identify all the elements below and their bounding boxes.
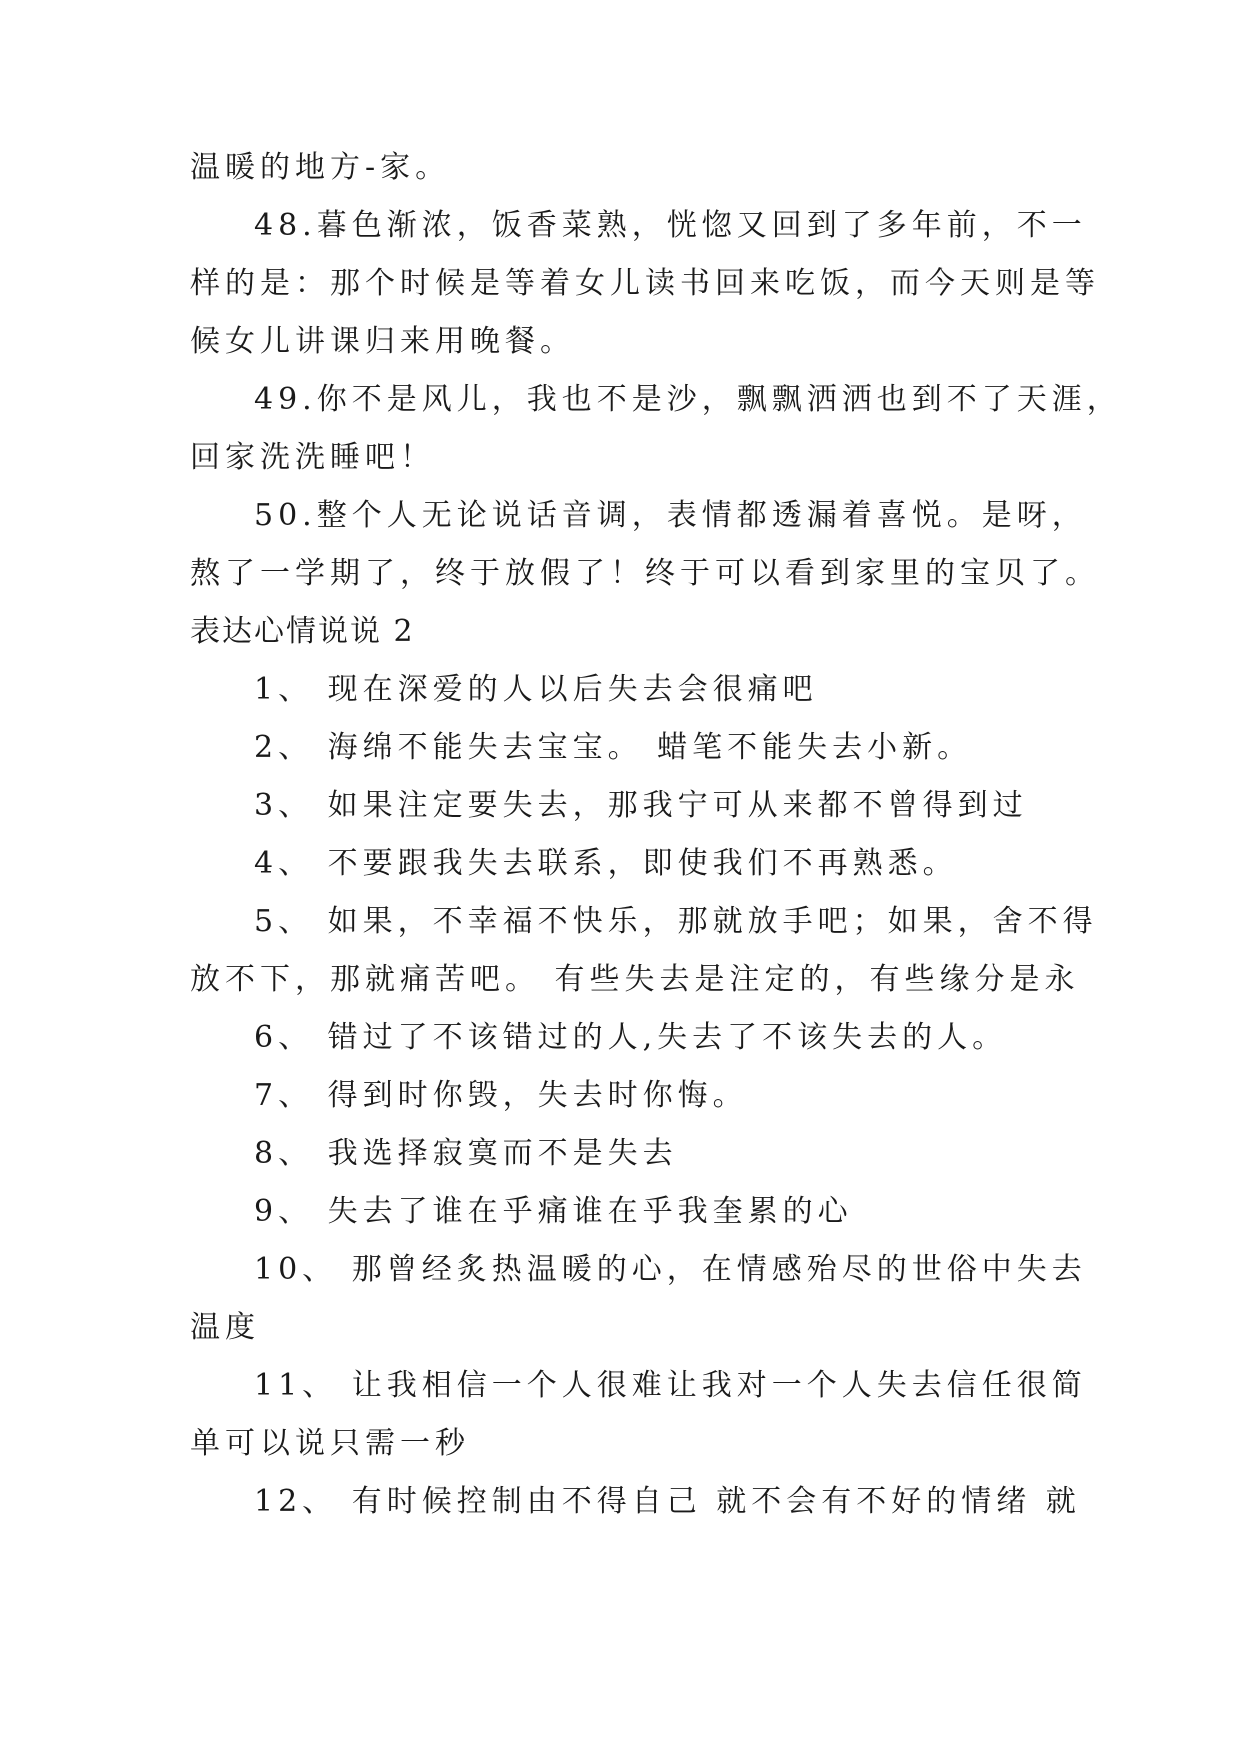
list-item: 3、 如果注定要失去，那我宁可从来都不曾得到过 [254, 788, 1028, 823]
text-line: 样的是：那个时候是等着女儿读书回来吃饭，而今天则是等 [190, 266, 1100, 301]
text-line: 49.你不是风儿，我也不是沙，飘飘洒洒也到不了天涯， [254, 382, 1122, 417]
list-item: 1、 现在深爱的人以后失去会很痛吧 [254, 672, 818, 707]
text-line: 回家洗洗睡吧！ [190, 440, 435, 475]
text-line: 熬了一学期了，终于放假了！终于可以看到家里的宝贝了。 [190, 556, 1100, 591]
list-item: 4、 不要跟我失去联系，即使我们不再熟悉。 [254, 846, 958, 881]
list-item: 9、 失去了谁在乎痛谁在乎我奎累的心 [254, 1194, 853, 1229]
section-heading: 表达心情说说 2 [190, 614, 415, 649]
text-line: 50.整个人无论说话音调，表情都透漏着喜悦。是呀， [254, 498, 1087, 533]
text-line: 放不下，那就痛苦吧。 有些失去是注定的，有些缘分是永 [190, 962, 1080, 997]
text-line: 温暖的地方-家。 [190, 150, 451, 185]
list-item: 5、 如果，不幸福不快乐，那就放手吧；如果，舍不得 [254, 904, 1098, 939]
text-line: 温度 [190, 1310, 260, 1345]
list-item: 6、 错过了不该错过的人,失去了不该失去的人。 [254, 1020, 1008, 1055]
list-item: 7、 得到时你毁，失去时你悔。 [254, 1078, 748, 1113]
text-line: 48.暮色渐浓，饭香菜熟，恍惚又回到了多年前，不一 [254, 208, 1087, 243]
list-item: 12、 有时候控制由不得自己 就不会有不好的情绪 就 [254, 1484, 1081, 1519]
list-item: 8、 我选择寂寞而不是失去 [254, 1136, 678, 1171]
text-line: 单可以说只需一秒 [190, 1426, 470, 1461]
list-item: 2、 海绵不能失去宝宝。 蜡笔不能失去小新。 [254, 730, 973, 765]
list-item: 10、 那曾经炙热温暖的心，在情感殆尽的世俗中失去 [254, 1252, 1087, 1287]
text-line: 候女儿讲课归来用晚餐。 [190, 324, 575, 359]
list-item: 11、 让我相信一个人很难让我对一个人失去信任很简 [254, 1368, 1087, 1403]
